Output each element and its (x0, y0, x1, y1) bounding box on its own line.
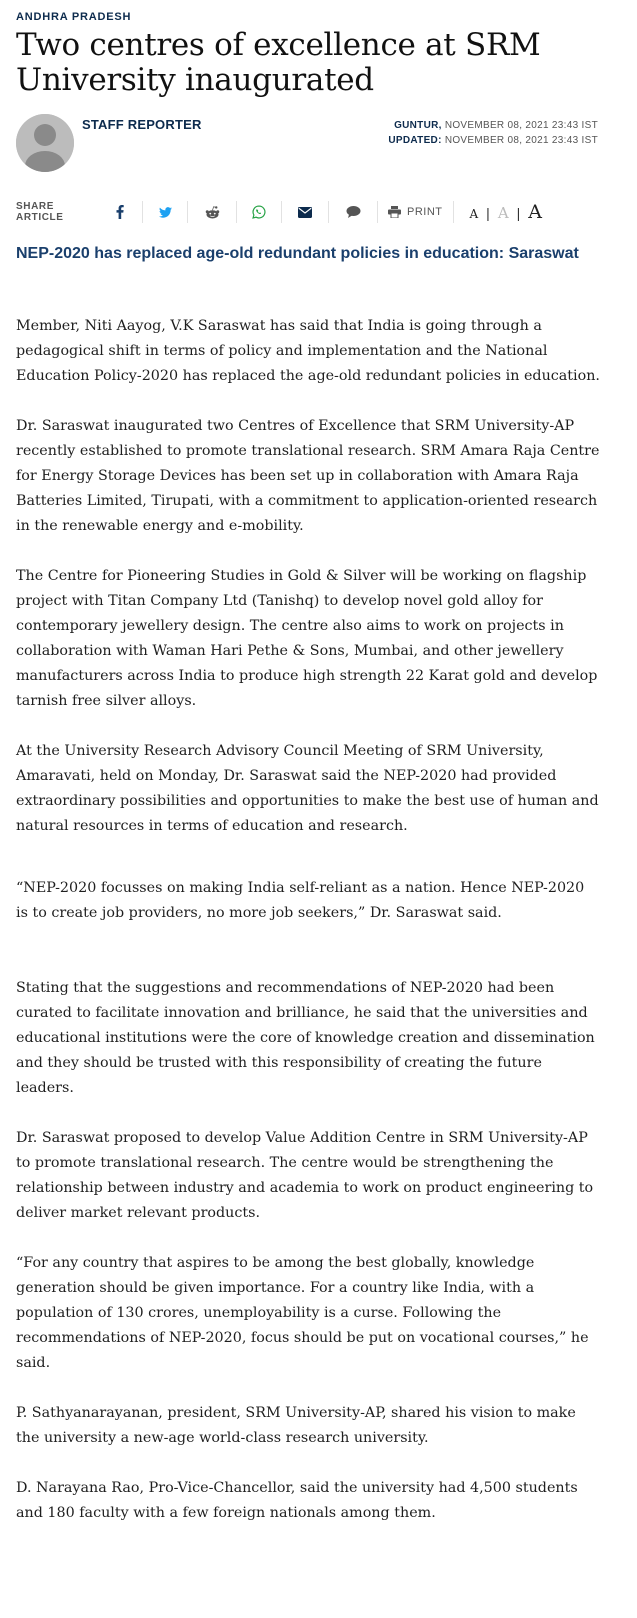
paragraph: Dr. Saraswat inaugurated two Centres of Excellence that SRM University-AP recently established to promote translational research. SRM Amara Raja Centre for Energy Storage Devices has been set up in collaboration with Amara Raja Batteries Limited, Tirupati, with a commitment to application-oriented research in the renewable energy and e-mobility. (16, 418, 600, 534)
section-label[interactable]: ANDHRA PRADESH (16, 11, 132, 23)
article (16, 0, 598, 192)
share-label: SHARE ARTICLE (16, 201, 64, 223)
font-separator: | (516, 205, 521, 221)
published-line (388, 118, 598, 133)
print-icon (388, 206, 401, 218)
comment-icon (346, 206, 361, 218)
updated-line (388, 133, 598, 148)
print-label: PRINT (407, 206, 443, 218)
author-name[interactable]: STAFF REPORTER (82, 117, 202, 132)
share-reddit-button[interactable] (188, 201, 237, 223)
share-email-button[interactable] (282, 201, 329, 223)
whatsapp-icon (252, 205, 266, 219)
print-button[interactable] (378, 201, 454, 223)
font-medium-button[interactable]: A (497, 204, 509, 222)
font-separator: | (486, 205, 490, 221)
share-facebook-button[interactable] (98, 201, 143, 223)
paragraph: The Centre for Pioneering Studies in Gold & Silver will be working on flagship project with Titan Company Ltd (Tanishq) to develop novel gold alloy for contemporary jewellery design. The centre also aims to work on projects in collaboration with Waman Hari Pethe & Sons, Mumbai, and other jewellery manufacturers across India to produce high strength 22 Karat gold and develop tarnish free silver alloys. (16, 568, 598, 709)
paragraph: P. Sathyanarayanan, president, SRM University-AP, shared his vision to make the university a new-age world-class research university. (16, 1405, 576, 1446)
share-twitter-button[interactable] (143, 201, 188, 223)
published-date: NOVEMBER 08, 2021 23:43 IST (444, 120, 598, 131)
updated-label: UPDATED: (388, 135, 442, 146)
dateline (388, 118, 598, 148)
article-subhead: NEP-2020 has replaced age-old redundant policies in education: Saraswat (16, 245, 579, 262)
headline: Two centres of excellence at SRM University inaugurated (16, 27, 541, 98)
paragraph: “NEP-2020 focusses on making India self-reliant as a nation. Hence NEP-2020 is to create job providers, no more job seekers,” Dr. Saraswat said. (16, 880, 585, 921)
person-icon (16, 114, 74, 172)
paragraph: Stating that the suggestions and recommendations of NEP-2020 had been curated to facilitate innovation and brilliance, he said that the universities and educational institutions were the core of knowledge creation and dissemination and they should be trusted with this responsibility of creating the future leaders. (16, 980, 595, 1096)
font-large-button[interactable]: A (528, 201, 543, 223)
facebook-icon (116, 205, 124, 219)
byline (16, 112, 598, 192)
article-body (16, 314, 600, 1551)
font-size-controls (462, 201, 551, 223)
font-small-button[interactable]: A (469, 207, 479, 221)
comment-button[interactable] (329, 201, 378, 223)
reddit-icon (205, 206, 220, 219)
updated-date: NOVEMBER 08, 2021 23:43 IST (444, 135, 598, 146)
avatar (16, 114, 74, 172)
location: GUNTUR, (394, 120, 442, 131)
share-whatsapp-button[interactable] (237, 201, 282, 223)
paragraph: D. Narayana Rao, Pro-Vice-Chancellor, said the university had 4,500 students and 180 faculty with a few foreign nationals among them. (16, 1480, 578, 1521)
paragraph: At the University Research Advisory Council Meeting of SRM University, Amaravati, held on Monday, Dr. Saraswat said the NEP-2020 had provided extraordinary possibilities and opportunities to make the best use of human and natural resources in terms of education and research. (16, 743, 599, 834)
paragraph: Member, Niti Aayog, V.K Saraswat has said that India is going through a pedagogical shift in terms of policy and implementation and the National Education Policy-2020 has replaced the age-old redundant policies in education. (16, 318, 600, 384)
paragraph: Dr. Saraswat proposed to develop Value Addition Centre in SRM University-AP to promote translational research. The centre would be strengthening the relationship between industry and academia to work on product engineering to deliver market relevant products. (16, 1130, 594, 1221)
email-icon (298, 207, 312, 218)
share-bar (16, 198, 598, 226)
twitter-icon (159, 207, 172, 218)
paragraph: “For any country that aspires to be among the best globally, knowledge generation should be given importance. For a country like India, with a population of 130 crores, unemployability is a curse. Following the recommendations of NEP-2020, focus should be put on vocational courses,” he said. (16, 1255, 589, 1371)
